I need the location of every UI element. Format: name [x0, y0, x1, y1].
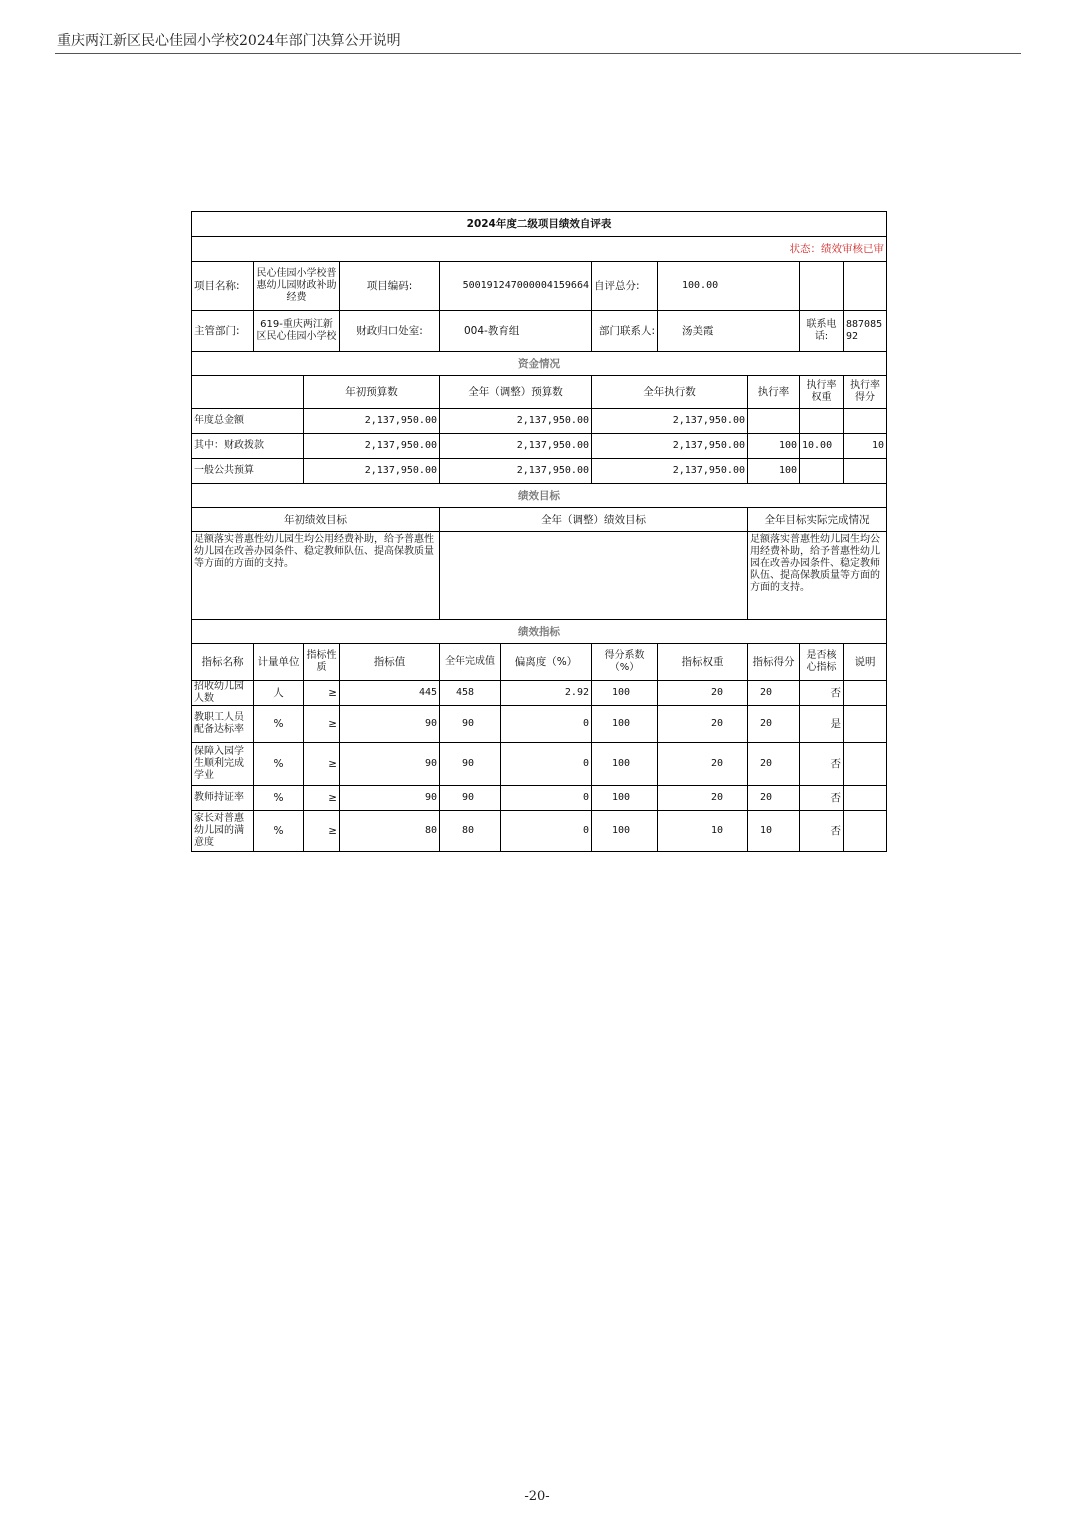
- ind-score: 20: [748, 681, 800, 706]
- funds-row: [192, 409, 887, 434]
- ind-name: 教职工人员配备达标率: [192, 706, 254, 743]
- funds-row-executed: 2,137,950.00: [592, 409, 748, 434]
- ind-score: 20: [748, 706, 800, 743]
- funds-row-executed: 2,137,950.00: [592, 434, 748, 459]
- goals-header-initial: 年初绩效目标: [192, 508, 440, 532]
- ind-nature: ≥: [304, 786, 340, 811]
- ind-nature: ≥: [304, 681, 340, 706]
- funds-row-score: 10: [844, 434, 887, 459]
- funds-row-weight: [800, 459, 844, 484]
- funds-row-rate: 100: [748, 459, 800, 484]
- ind-deviation: 0: [501, 743, 592, 786]
- header-rule: [55, 53, 1021, 54]
- funds-row-weight: 10.00: [800, 434, 844, 459]
- contact-label: 部门联系人:: [592, 311, 658, 352]
- ind-deviation: 0: [501, 706, 592, 743]
- goals-initial-text: 足额落实普惠性幼儿园生均公用经费补助，给予普惠性幼儿园在改善办园条件、稳定教师队伍、提高保教质量等方面的方面的支持。: [192, 532, 440, 620]
- ind-note: [844, 786, 887, 811]
- ind-nature: ≥: [304, 811, 340, 852]
- ind-header-coef: 得分系数（%）: [592, 644, 658, 681]
- ind-nature: ≥: [304, 706, 340, 743]
- page-header-title: 重庆两江新区民心佳园小学校2024年部门决算公开说明: [57, 33, 401, 49]
- empty-cell: [844, 262, 887, 311]
- ind-actual: 90: [440, 786, 501, 811]
- office-value: 004-教育组: [440, 311, 592, 352]
- ind-header-name: 指标名称: [192, 644, 254, 681]
- funds-row-name: 其中：财政拨款: [192, 434, 304, 459]
- phone-label: 联系电话:: [800, 311, 844, 352]
- ind-coef: 100: [592, 786, 658, 811]
- funds-row-adjusted: 2,137,950.00: [440, 409, 592, 434]
- goals-header-actual: 全年目标实际完成情况: [748, 508, 887, 532]
- ind-coef: 100: [592, 743, 658, 786]
- ind-score: 20: [748, 743, 800, 786]
- ind-note: [844, 681, 887, 706]
- dept-value: 619-重庆两江新区民心佳园小学校: [254, 311, 340, 352]
- status-text: 状态：绩效审核已审: [192, 237, 887, 262]
- funds-row-score: [844, 459, 887, 484]
- indicator-row: [192, 681, 887, 706]
- ind-core: 否: [800, 681, 844, 706]
- ind-score: 10: [748, 811, 800, 852]
- empty-cell: [800, 262, 844, 311]
- ind-weight: 20: [658, 743, 748, 786]
- performance-self-evaluation-table: [191, 211, 887, 852]
- funds-row-name: 年度总金额: [192, 409, 304, 434]
- funds-header-initial: 年初预算数: [304, 376, 440, 409]
- contact-value: 汤美霞: [658, 311, 800, 352]
- ind-actual: 90: [440, 706, 501, 743]
- table-title: 2024年度二级项目绩效自评表: [192, 212, 887, 237]
- funds-row-adjusted: 2,137,950.00: [440, 434, 592, 459]
- goals-header-adjusted: 全年（调整）绩效目标: [440, 508, 748, 532]
- ind-unit: %: [254, 706, 304, 743]
- ind-name: 家长对普惠幼儿园的满意度: [192, 811, 254, 852]
- ind-weight: 20: [658, 681, 748, 706]
- funds-row-executed: 2,137,950.00: [592, 459, 748, 484]
- ind-value: 90: [340, 786, 440, 811]
- indicators-section-title: 绩效指标: [192, 620, 887, 644]
- ind-unit: 人: [254, 681, 304, 706]
- ind-value: 80: [340, 811, 440, 852]
- dept-label: 主管部门:: [192, 311, 254, 352]
- indicator-row: [192, 706, 887, 743]
- ind-header-value: 指标值: [340, 644, 440, 681]
- funds-row-initial: 2,137,950.00: [304, 409, 440, 434]
- ind-unit: %: [254, 743, 304, 786]
- funds-row: [192, 459, 887, 484]
- ind-deviation: 0: [501, 786, 592, 811]
- indicator-row: [192, 811, 887, 852]
- funds-header-score: 执行率得分: [844, 376, 887, 409]
- funds-row-initial: 2,137,950.00: [304, 434, 440, 459]
- goals-actual-text: 足额落实普惠性幼儿园生均公用经费补助，给予普惠性幼儿园在改善办园条件、稳定教师队伍、提高保教质量等方面的方面的支持。: [748, 532, 887, 620]
- indicator-row: [192, 786, 887, 811]
- phone-value: 88708592: [844, 311, 887, 352]
- ind-value: 90: [340, 743, 440, 786]
- empty-cell: [192, 376, 304, 409]
- ind-core: 否: [800, 786, 844, 811]
- funds-row-name: 一般公共预算: [192, 459, 304, 484]
- ind-actual: 80: [440, 811, 501, 852]
- ind-deviation: 2.92: [501, 681, 592, 706]
- ind-actual: 90: [440, 743, 501, 786]
- funds-row-rate: 100: [748, 434, 800, 459]
- office-label: 财政归口处室:: [340, 311, 440, 352]
- ind-name: 保障入园学生顺利完成学业: [192, 743, 254, 786]
- ind-header-deviation: 偏离度（%）: [501, 644, 592, 681]
- ind-core: 否: [800, 811, 844, 852]
- project-code-value: 500191247000004159664: [440, 262, 592, 311]
- ind-coef: 100: [592, 811, 658, 852]
- funds-row-weight: [800, 409, 844, 434]
- ind-header-nature: 指标性质: [304, 644, 340, 681]
- ind-value: 445: [340, 681, 440, 706]
- funds-row-rate: [748, 409, 800, 434]
- funds-row: [192, 434, 887, 459]
- score-value: 100.00: [658, 262, 800, 311]
- ind-value: 90: [340, 706, 440, 743]
- funds-header-rate: 执行率: [748, 376, 800, 409]
- ind-name: 招收幼儿园人数: [192, 681, 254, 706]
- ind-weight: 20: [658, 786, 748, 811]
- funds-header-adjusted: 全年（调整）预算数: [440, 376, 592, 409]
- ind-note: [844, 706, 887, 743]
- funds-header-weight: 执行率权重: [800, 376, 844, 409]
- ind-weight: 20: [658, 706, 748, 743]
- ind-score: 20: [748, 786, 800, 811]
- ind-header-note: 说明: [844, 644, 887, 681]
- ind-coef: 100: [592, 681, 658, 706]
- ind-header-actual: 全年完成值: [440, 644, 501, 681]
- ind-weight: 10: [658, 811, 748, 852]
- ind-core: 是: [800, 706, 844, 743]
- ind-note: [844, 743, 887, 786]
- goals-section-title: 绩效目标: [192, 484, 887, 508]
- ind-note: [844, 811, 887, 852]
- ind-core: 否: [800, 743, 844, 786]
- ind-unit: %: [254, 811, 304, 852]
- page-number: -20-: [524, 1489, 550, 1504]
- funds-row-score: [844, 409, 887, 434]
- ind-header-score: 指标得分: [748, 644, 800, 681]
- indicator-row: [192, 743, 887, 786]
- project-name-label: 项目名称:: [192, 262, 254, 311]
- goals-adjusted-text: [440, 532, 748, 620]
- funds-row-initial: 2,137,950.00: [304, 459, 440, 484]
- ind-coef: 100: [592, 706, 658, 743]
- funds-section-title: 资金情况: [192, 352, 887, 376]
- project-name-value: 民心佳园小学校普惠幼儿园财政补助经费: [254, 262, 340, 311]
- ind-name: 教师持证率: [192, 786, 254, 811]
- ind-actual: 458: [440, 681, 501, 706]
- ind-header-core: 是否核心指标: [800, 644, 844, 681]
- ind-nature: ≥: [304, 743, 340, 786]
- ind-unit: %: [254, 786, 304, 811]
- ind-header-weight: 指标权重: [658, 644, 748, 681]
- ind-header-unit: 计量单位: [254, 644, 304, 681]
- funds-row-adjusted: 2,137,950.00: [440, 459, 592, 484]
- funds-header-executed: 全年执行数: [592, 376, 748, 409]
- score-label: 自评总分:: [592, 262, 658, 311]
- ind-deviation: 0: [501, 811, 592, 852]
- project-code-label: 项目编码:: [340, 262, 440, 311]
